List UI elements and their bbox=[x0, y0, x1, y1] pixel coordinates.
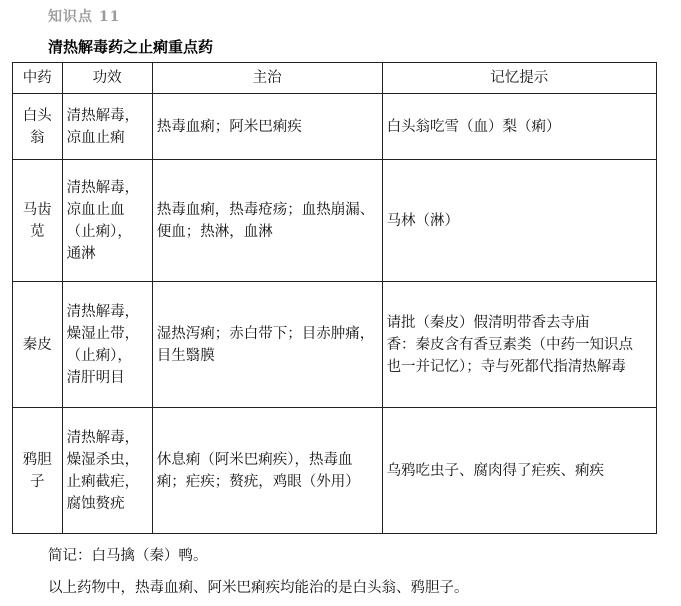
cell-line: （止痢）， bbox=[66, 347, 132, 364]
cell-mnemonic bbox=[382, 160, 656, 282]
cell-line: 秦皮 bbox=[22, 336, 52, 353]
cell-line: 翁 bbox=[30, 129, 45, 146]
cell-herb bbox=[13, 160, 63, 282]
cell-line: 马林（淋） bbox=[386, 212, 460, 229]
header-effect: 功效 bbox=[62, 63, 152, 94]
cell-line: 白头 bbox=[22, 107, 52, 124]
header-indication: 主治 bbox=[152, 63, 382, 94]
cell-line: 乌鸦吃虫子、腐肉得了疟疾、痢疾 bbox=[386, 462, 605, 479]
cell-line: 也一并记忆）；寺与死都代指清热解毒 bbox=[386, 358, 626, 375]
table-row bbox=[13, 408, 657, 534]
table-header-row bbox=[13, 63, 657, 94]
cell-herb bbox=[13, 282, 63, 408]
table-row bbox=[13, 160, 657, 282]
cell-herb bbox=[13, 408, 63, 534]
cell-line: 请批（秦皮）假清明带香去寺庙 bbox=[386, 314, 590, 331]
cell-line: 通淋 bbox=[66, 245, 96, 262]
cell-effect bbox=[62, 282, 152, 408]
cell-line: 子 bbox=[30, 473, 45, 490]
cell-line: 痢；疟疾；赘疣，鸡眼（外用） bbox=[156, 473, 360, 490]
cell-line: 湿热泻痢；赤白带下；目赤肿痛， bbox=[156, 325, 375, 342]
cell-mnemonic bbox=[382, 94, 656, 160]
cell-line: 凉血止血 bbox=[66, 201, 125, 218]
cell-line: 清热解毒， bbox=[66, 303, 140, 320]
cell-line: 止痢截疟， bbox=[66, 473, 140, 490]
cell-line: 便血；热淋，血淋 bbox=[156, 223, 273, 240]
cell-herb bbox=[13, 94, 63, 160]
table-row bbox=[13, 94, 657, 160]
cell-line: 清热解毒， bbox=[66, 179, 140, 196]
header-mnemonic: 记忆提示 bbox=[382, 63, 656, 94]
cell-line: 燥湿杀虫， bbox=[66, 451, 140, 468]
cell-mnemonic bbox=[382, 408, 656, 534]
cell-line: 热毒血痢，热毒疮疡；血热崩漏、 bbox=[156, 201, 375, 218]
cell-indication bbox=[152, 94, 382, 160]
table-row bbox=[13, 282, 657, 408]
cell-line: 休息痢（阿米巴痢疾），热毒血 bbox=[156, 451, 353, 468]
cell-line: （止痢）， bbox=[66, 223, 132, 240]
cell-line: 香：秦皮含有香豆素类（中药一知识点 bbox=[386, 336, 634, 353]
short-mnemonic: 简记：白马擒（秦）鸭。 bbox=[48, 548, 208, 564]
header-herb: 中药 bbox=[13, 63, 63, 94]
cell-line: 苋 bbox=[30, 223, 45, 240]
cell-line: 马齿 bbox=[22, 201, 52, 218]
cell-line: 清热解毒， bbox=[66, 429, 140, 446]
cell-indication bbox=[152, 408, 382, 534]
cell-line: 目生翳膜 bbox=[156, 347, 215, 364]
cell-line: 燥湿止带， bbox=[66, 325, 140, 342]
cell-line: 热毒血痢；阿米巴痢疾 bbox=[156, 118, 302, 135]
cell-line: 清热解毒， bbox=[66, 107, 140, 124]
knowledge-point-label: 知识点 11 bbox=[48, 9, 121, 25]
cell-line: 白头翁吃雪（血）梨（痢） bbox=[386, 118, 561, 135]
cell-indication bbox=[152, 160, 382, 282]
cell-line: 清肝明目 bbox=[66, 369, 125, 386]
cell-line: 凉血止痢 bbox=[66, 129, 125, 146]
cell-line: 腐蚀赘疣 bbox=[66, 495, 125, 512]
cell-line: 鸦胆 bbox=[22, 451, 52, 468]
herb-table bbox=[12, 62, 657, 534]
cell-mnemonic bbox=[382, 282, 656, 408]
section-title: 清热解毒药之止痢重点药 bbox=[48, 38, 214, 56]
cell-effect bbox=[62, 408, 152, 534]
cell-effect bbox=[62, 94, 152, 160]
summary-note: 以上药物中，热毒血痢、阿米巴痢疾均能治的是白头翁、鸦胆子。 bbox=[48, 580, 469, 596]
cell-effect bbox=[62, 160, 152, 282]
cell-indication bbox=[152, 282, 382, 408]
